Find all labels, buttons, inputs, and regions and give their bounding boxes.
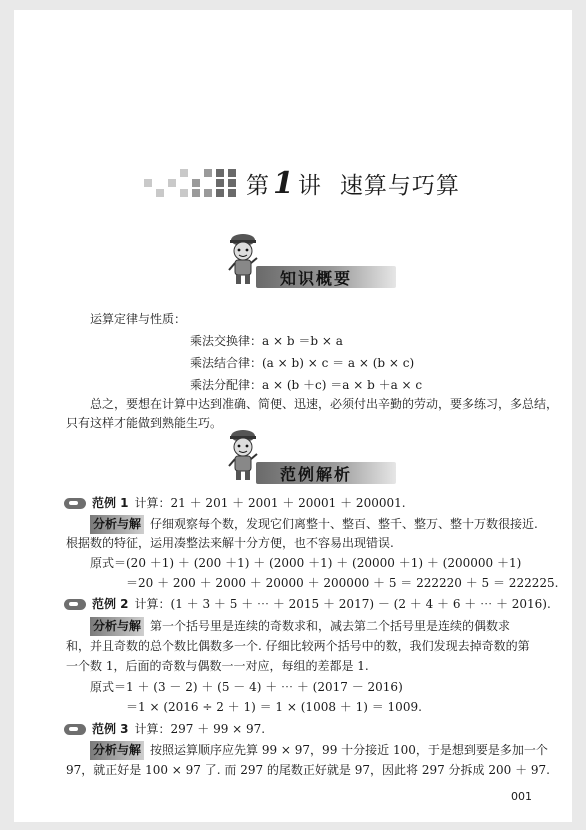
analysis-tag: 分析与解 [90, 741, 144, 760]
analysis-line: 97，就正好是 100 × 97 了. 而 297 的尾数正好就是 97，因此将 297 分拆成 200 ＋ 97. [66, 763, 550, 777]
section-banner-examples [226, 458, 586, 486]
example-label: 范例 3 [92, 722, 129, 736]
example-question: 计算：(1 ＋ 3 ＋ 5 ＋ ⋯ ＋ 2015 ＋ 2017) － (2 ＋ 4 ＋ 6 ＋ ⋯ ＋ 2016). [134, 597, 551, 611]
cartoon-kid-icon [226, 232, 260, 288]
example-3-header [64, 720, 265, 737]
summary-line: 只有这样才能做到熟能生巧。 [66, 416, 223, 430]
intro-text: 运算定律与性质： [90, 312, 187, 326]
analysis-text: 仔细观察每个数，发现它们离整十、整百、整千、整万、整十万数很接近. [150, 517, 538, 531]
example-badge-icon [64, 498, 86, 509]
analysis-line: 一个数 1，后面的奇数与偶数一一对应，每组的差都是 1. [66, 659, 369, 673]
chapter-prefix: 第 [246, 173, 270, 199]
example-badge-icon [64, 724, 86, 735]
law-line: 乘法结合律：(a × b) × c ＝ a × (b × c) [190, 356, 415, 370]
analysis-line: 根据数的特征，运用凑整法来解十分方便，也不容易出现错误. [66, 536, 394, 550]
example-1-header [64, 494, 406, 511]
chapter-name: 速算与巧算 [339, 173, 460, 199]
example-question: 计算：21 ＋ 201 ＋ 2001 ＋ 20001 ＋ 200001. [134, 496, 406, 510]
analysis-tag: 分析与解 [90, 617, 144, 636]
law-line: 乘法分配律：a × (b ＋c) ＝a × b ＋a × c [190, 378, 423, 392]
summary-line: 总之，要想在计算中达到准确、简便、迅速，必须付出辛勤的劳动，要多练习，多总结， [90, 397, 559, 411]
section-title: 知识概要 [280, 269, 353, 288]
chapter-title [246, 166, 460, 201]
analysis-tag: 分析与解 [90, 515, 144, 534]
analysis-line [90, 617, 510, 636]
cartoon-kid-icon [226, 428, 260, 484]
solution-line: ＝20 ＋ 200 ＋ 2000 ＋ 20000 ＋ 200000 ＋ 5 ＝ 222220 ＋ 5 ＝ 222225. [126, 576, 559, 590]
example-badge-icon [64, 599, 86, 610]
analysis-text: 第一个括号里是连续的奇数求和，减去第二个括号里是连续的偶数求 [150, 619, 511, 633]
example-question: 计算：297 ＋ 99 × 97. [134, 722, 266, 736]
analysis-text: 按照运算顺序应先算 99 × 97，99 十分接近 100，于是想到要是多加一个 [150, 743, 548, 757]
section-title: 范例解析 [280, 465, 353, 484]
section-banner-knowledge [226, 262, 586, 290]
solution-line: ＝1 × (2016 ÷ 2 ＋ 1) ＝ 1 × (1008 ＋ 1) ＝ 1009. [126, 700, 422, 714]
solution-line: 原式＝(20 ＋1) ＋ (200 ＋1) ＋ (2000 ＋1) ＋ (20000 ＋1) ＋ (200000 ＋1) [90, 556, 522, 570]
solution-line: 原式＝1 ＋ (3 － 2) ＋ (5 － 4) ＋ ⋯ ＋ (2017 － 2016) [90, 680, 403, 694]
example-label: 范例 2 [92, 597, 129, 611]
pixel-mosaic-decoration [144, 165, 240, 205]
example-label: 范例 1 [92, 496, 129, 510]
analysis-line [90, 741, 548, 760]
chapter-number: 1 [273, 166, 295, 201]
page [14, 10, 572, 822]
law-line: 乘法交换律：a × b ＝b × a [190, 334, 343, 348]
page-number: 001 [511, 790, 532, 803]
example-2-header [64, 595, 551, 612]
analysis-line [90, 515, 538, 534]
analysis-line: 和，并且奇数的总个数比偶数多一个. 仔细比较两个括号中的数，我们发现去掉奇数的第 [66, 639, 530, 653]
chapter-suffix: 讲 [297, 173, 322, 199]
